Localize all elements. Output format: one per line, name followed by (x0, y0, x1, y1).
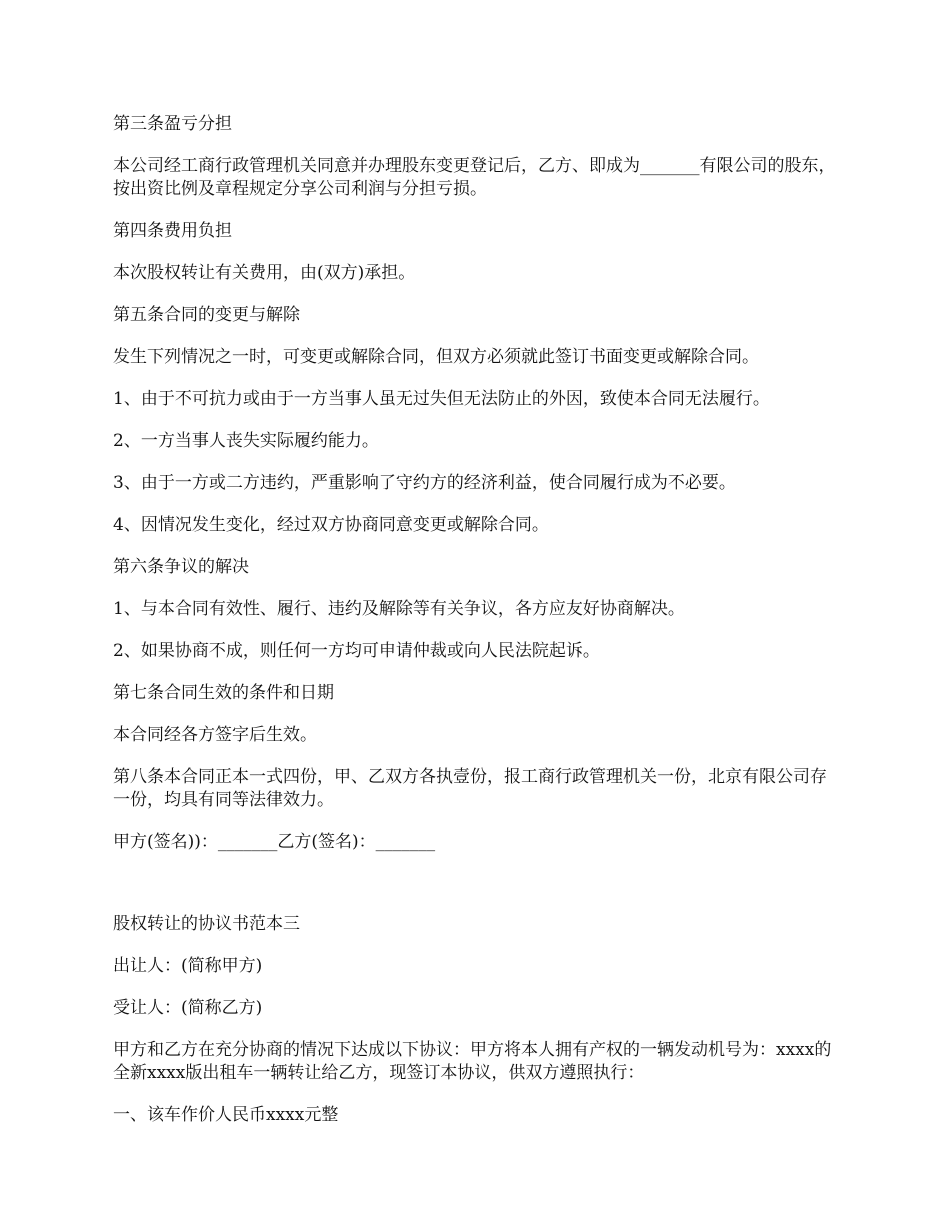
article-8-body: 第八条本合同正本一式四份，甲、乙双方各执壹份，报工商行政管理机关一份，北京有限公司存一份，均具有同等法律效力。 (113, 767, 827, 810)
agreement-intro: 甲方和乙方在充分协商的情况下达成以下协议：甲方将本人拥有产权的一辆发动机号为：xxxx的全新xxxx版出租车一辆转让给乙方，现签订本协议，供双方遵照执行： (113, 1040, 832, 1083)
article-5-intro: 发生下列情况之一时，可变更或解除合同，但双方必须就此签订书面变更或解除合同。 (113, 347, 759, 367)
article-3-heading: 第三条盈亏分担 (113, 114, 232, 134)
article-5-heading: 第五条合同的变更与解除 (113, 305, 300, 325)
article-5-item-4: 4、因情况发生变化，经过双方协商同意变更或解除合同。 (113, 515, 549, 535)
article-3-body: 本公司经工商行政管理机关同意并办理股东变更登记后，乙方、即成为_______有限公司的股东，按出资比例及章程规定分享公司利润与分担亏损。 (113, 156, 836, 199)
article-4-heading: 第四条费用负担 (113, 221, 232, 241)
article-6-item-1: 1、与本合同有效性、履行、违约及解除等有关争议，各方应友好协商解决。 (113, 599, 685, 619)
article-6-item-2: 2、如果协商不成，则任何一方均可申请仲裁或向人民法院起诉。 (113, 641, 600, 661)
article-6-heading: 第六条争议的解决 (113, 557, 249, 577)
article-5-item-3: 3、由于一方或二方违约，严重影响了守约方的经济利益，使合同履行成为不必要。 (113, 473, 736, 493)
article-7-heading: 第七条合同生效的条件和日期 (113, 683, 334, 703)
clause-1: 一、该车作价人民币xxxx元整 (113, 1105, 339, 1125)
article-7-body: 本合同经各方签字后生效。 (113, 725, 317, 745)
template-3-title: 股权转让的协议书范本三 (113, 914, 300, 934)
transferor-line: 出让人：(简称甲方) (113, 956, 263, 976)
document-page (113, 113, 843, 1146)
article-5-item-1: 1、由于不可抗力或由于一方当事人虽无过失但无法防止的外因，致使本合同无法履行。 (113, 389, 770, 409)
section-spacer (113, 873, 843, 913)
transferee-line: 受让人：(简称乙方) (113, 998, 263, 1018)
article-5-item-2: 2、一方当事人丧失实际履约能力。 (113, 431, 379, 451)
signature-line: 甲方(签名))：_______乙方(签名)：_______ (113, 832, 436, 852)
article-4-body: 本次股权转让有关费用，由(双方)承担。 (113, 263, 416, 283)
